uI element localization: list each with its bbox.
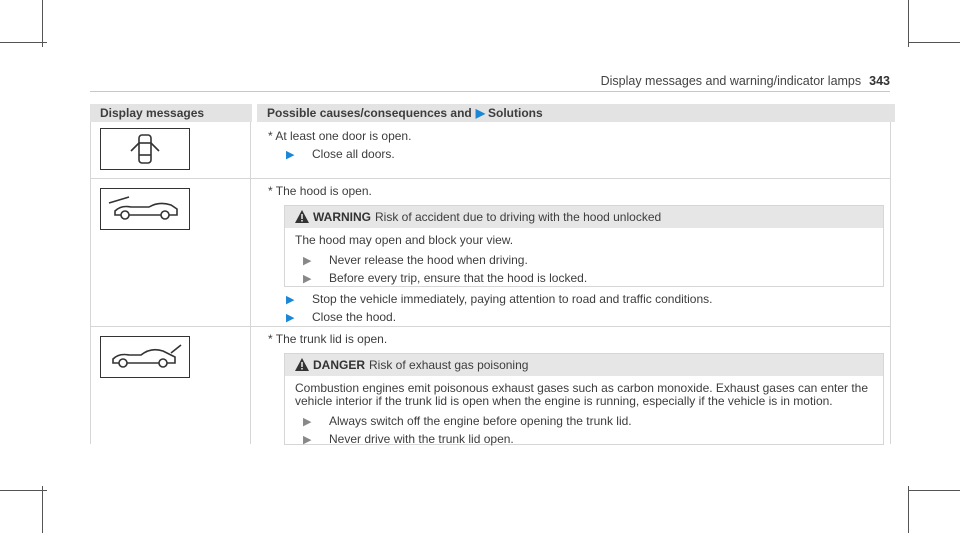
column-divider [250, 122, 251, 444]
solution-step [286, 310, 396, 324]
arrow-icon: ▶ [475, 106, 485, 120]
warning-item [285, 253, 883, 267]
warning-triangle-icon [294, 357, 310, 372]
warning-title: Risk of accident due to driving with the hood unlocked [375, 210, 662, 224]
crop-mark [0, 42, 47, 43]
header-rule [90, 91, 890, 92]
warning-item-text: Never release the hood when driving. [329, 253, 528, 267]
solution-step-text: Close the hood. [312, 310, 397, 324]
hood-open-car-icon [100, 188, 190, 230]
danger-body-line: vehicle interior if the trunk lid is open when the engine is running, especially if the vehicle is in motion. [295, 394, 833, 408]
danger-title: Risk of exhaust gas poisoning [369, 358, 529, 372]
crop-mark [908, 490, 960, 491]
arrow-icon: ▶ [286, 149, 295, 161]
table-header-display-messages: Display messages [90, 104, 252, 122]
arrow-icon: ▶ [303, 255, 312, 267]
cause-text: * The trunk lid is open. [268, 332, 388, 346]
solution-step [286, 147, 395, 161]
page-header-title: Display messages and warning/indicator lamps [600, 74, 862, 88]
crop-mark [908, 486, 909, 533]
danger-item [285, 414, 883, 428]
warning-triangle-icon [294, 209, 310, 224]
trunk-open-car-icon [100, 336, 190, 378]
page-header [601, 74, 890, 88]
row-divider [90, 326, 890, 327]
cause-text: * At least one door is open. [268, 129, 412, 143]
table-left-border [90, 122, 91, 444]
warning-label: WARNING [313, 210, 371, 224]
danger-item [285, 432, 883, 446]
header-causes-label: Possible causes/consequences and [267, 106, 472, 120]
danger-header [285, 354, 883, 376]
door-open-car-icon [100, 128, 190, 170]
crop-mark [0, 490, 47, 491]
page-number: 343 [869, 74, 890, 88]
warning-item [285, 271, 883, 285]
warning-notice [284, 205, 884, 287]
warning-header [285, 206, 883, 228]
arrow-icon: ▶ [286, 294, 295, 306]
cause-text: * The hood is open. [268, 184, 372, 198]
danger-body-line: Combustion engines emit poisonous exhaust gases such as carbon monoxide. Exhaust gases can enter the [295, 381, 869, 395]
danger-label: DANGER [313, 358, 366, 372]
arrow-icon: ▶ [303, 273, 312, 285]
arrow-icon: ▶ [303, 434, 312, 446]
danger-item-text: Never drive with the trunk lid open. [329, 432, 514, 446]
arrow-icon: ▶ [286, 312, 295, 324]
crop-mark [908, 0, 909, 47]
header-solutions-label: Solutions [488, 106, 543, 120]
solution-step-text: Stop the vehicle immediately, paying attention to road and traffic conditions. [312, 292, 713, 306]
row-divider [90, 178, 890, 179]
solution-step-text: Close all doors. [312, 147, 395, 161]
arrow-icon: ▶ [303, 416, 312, 428]
danger-notice [284, 353, 884, 445]
table-right-border [890, 122, 891, 444]
crop-mark [42, 0, 43, 47]
warning-body: The hood may open and block your view. [295, 233, 514, 247]
solution-step [286, 292, 712, 306]
warning-item-text: Before every trip, ensure that the hood is locked. [329, 271, 588, 285]
danger-item-text: Always switch off the engine before opening the trunk lid. [329, 414, 632, 428]
crop-mark [42, 486, 43, 533]
crop-mark [908, 42, 960, 43]
table-header-solutions [257, 104, 895, 122]
